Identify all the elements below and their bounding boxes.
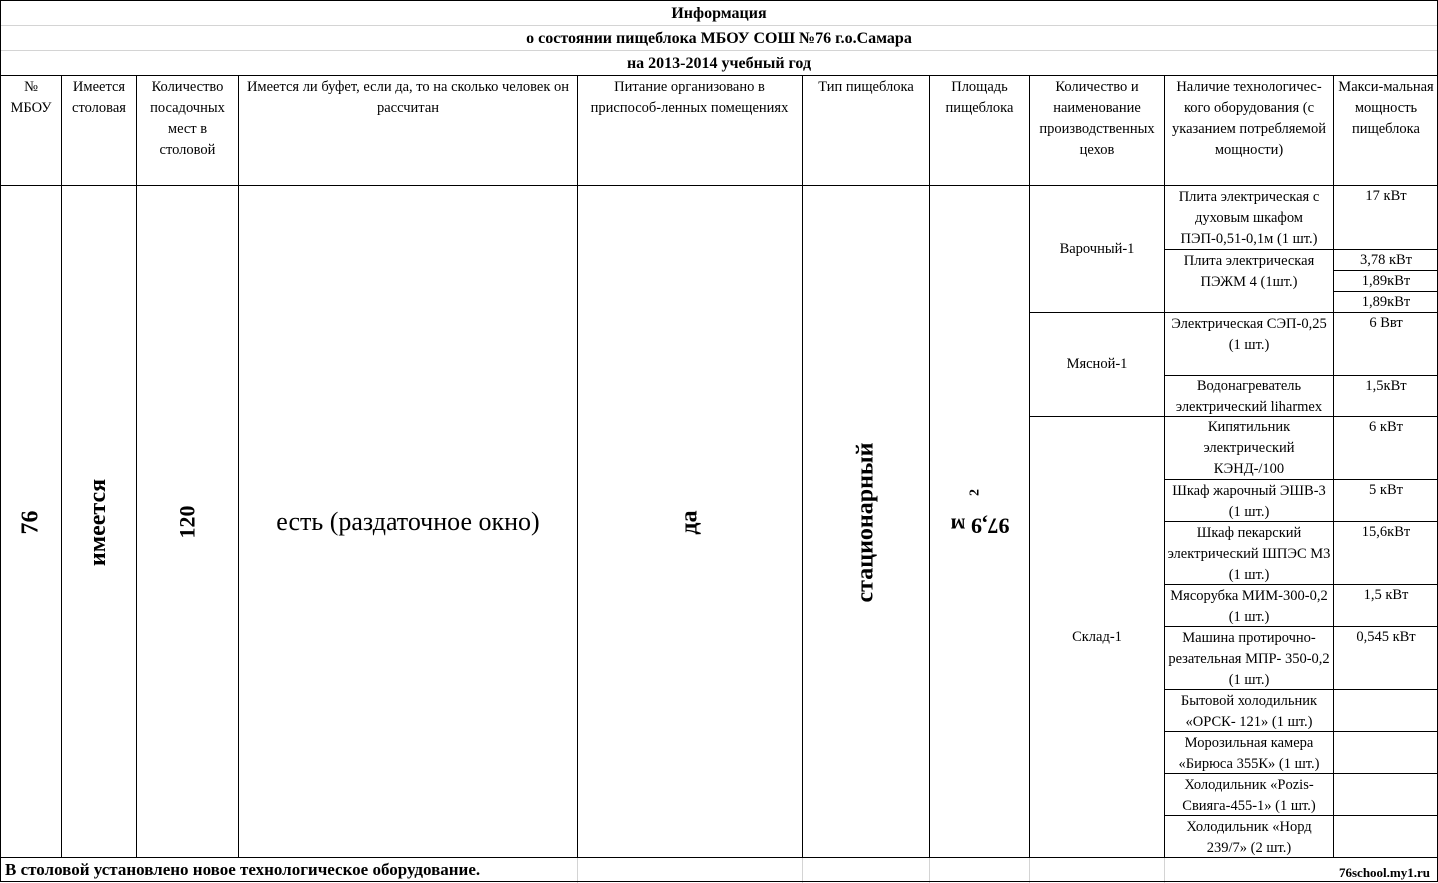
equipment-item: Холодильник «Pozis-Свияга-455-1» (1 шт.) [1182,777,1316,814]
title-line-3: на 2013-2014 учебный год [626,55,812,72]
equipment-item: Машина протирочно-резательная МПР- 350-0,2 (1 шт.) [1168,630,1330,688]
equipment-power: 6 кВт [1369,419,1403,435]
equipment-item: Мясорубка МИМ-300-0,2 (1 шт.) [1170,588,1328,625]
header-equipment: Наличие технологичес-кого оборудования (с указанием потребляемой мощности) [1172,79,1326,158]
canteen-present: имеется [85,478,112,566]
equipment-item: Плита электрическая с духовым шкафом ПЭП-0,51-0,1м (1 шт.) [1178,189,1320,247]
header-shops: Количество и наименование производственных цехов [1039,79,1155,158]
kitchen-area-value: 97,9 $м^2$ [950,489,1009,539]
equipment-power: 5 кВт [1369,482,1403,498]
equipment-item: Кипятильник электрический КЭНД-/100 [1203,419,1295,477]
school-number: 76 [17,510,43,534]
equipment-power: 1,89кВт [1361,293,1411,310]
equipment-power: 0,545 кВт [1356,629,1416,645]
equipment-item: Шкаф пекарский электрический ШПЭС М3 (1 шт.) [1167,525,1331,583]
equipment-item: Плита электрическая ПЭЖМ 4 (1шт.) [1183,253,1315,290]
header-max-power: Макси-мальная мощность пищеблока [1338,79,1434,137]
buffet-value: есть (раздаточное окно) [276,507,540,536]
header-seats: Количество посадочных мест в столовой [150,79,225,158]
shop-storage: Склад-1 [1072,629,1122,645]
equipment-item: Холодильник «Норд 239/7» (2 шт.) [1186,819,1312,856]
seat-count: 120 [174,505,200,539]
equipment-item: Бытовой холодильник «ОРСК- 121» (1 шт.) [1180,693,1318,730]
equipment-power: 3,78 кВт [1359,251,1413,268]
equipment-item: Шкаф жарочный ЭШВ-3 (1 шт.) [1172,483,1326,520]
equipment-item: Водонагреватель электрический liharmex [1175,378,1323,415]
equipment-power: 6 Ввт [1369,315,1403,331]
shop-cooking: Варочный-1 [1059,240,1135,257]
shop-meat: Мясной-1 [1066,356,1128,372]
footer-note: В столовой установлено новое технологическое оборудование. [5,860,481,879]
kitchen-type-value: стационарный [852,442,879,602]
equipment-item: Морозильная камера «Бирюса 355К» (1 шт.) [1178,735,1320,772]
equipment-power: 1,5кВт [1365,378,1407,394]
watermark-text: 76school.my1.ru [1339,865,1430,880]
equipment-item: Электрическая СЭП-0,25 (1 шт.) [1171,316,1327,353]
header-adapted-rooms: Питание организовано в приспособ-ленных помещениях [590,79,789,116]
header-num: № МБОУ [10,79,52,116]
equipment-power: 15,6кВт [1361,524,1411,540]
header-type: Тип пищеблока [818,79,914,95]
equipment-power: 17 кВт [1365,188,1407,204]
header-buffet: Имеется ли буфет, если да, то на сколько человек он рассчитан [246,79,570,116]
header-area: Площадь пищеблока [945,79,1014,116]
title-line-2: о состоянии пищеблока МБОУ СОШ №76 г.о.Самара [526,30,912,47]
equipment-power: 1,5 кВт [1363,587,1409,603]
title-line-1: Информация [671,5,767,22]
header-canteen: Имеется столовая [72,79,126,116]
equipment-power: 1,89кВт [1361,272,1411,289]
adapted-rooms-value: да [676,509,703,535]
